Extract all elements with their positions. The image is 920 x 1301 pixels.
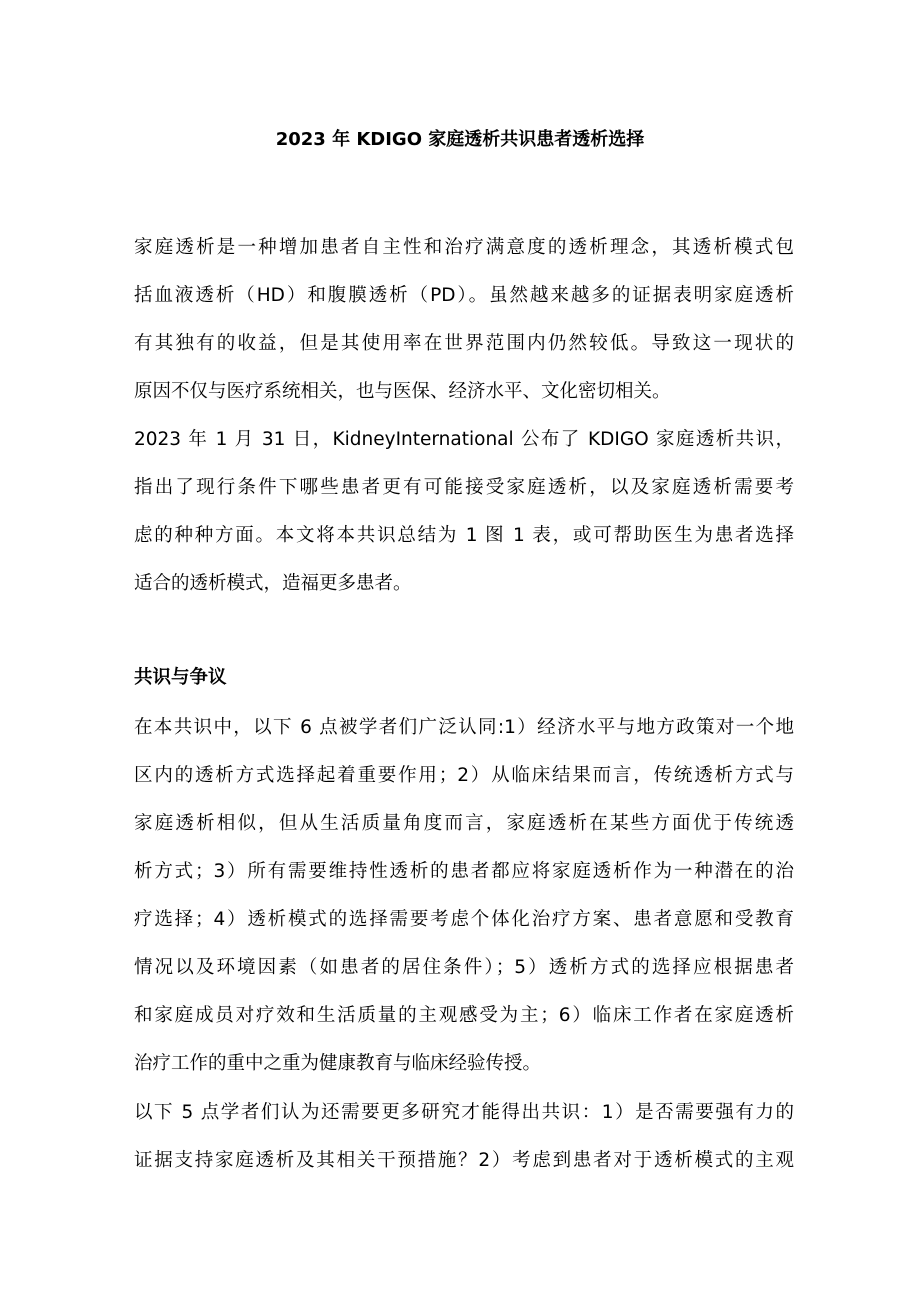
paragraph-line: 适合的透析模式，造福更多患者。 (134, 573, 412, 594)
intro-paragraph-1 (134, 236, 794, 428)
paragraph-line: 2023 年 1 月 31 日，KidneyInternational 公布了 KDIGO 家庭透析共识， (134, 429, 794, 450)
paragraph-line: 治疗工作的重中之重为健康教育与临床经验传授。 (134, 1053, 542, 1074)
consensus-paragraph (134, 716, 794, 1100)
paragraph-line: 以下 5 点学者们认为还需要更多研究才能得出共识：1）是否需要强有力的 (134, 1102, 794, 1123)
paragraph-line: 有其独有的收益，但是其使用率在世界范围内仍然较低。导致这一现状的 (134, 333, 794, 354)
intro-paragraph-2 (134, 428, 794, 620)
paragraph-line: 指出了现行条件下哪些患者更有可能接受家庭透析，以及家庭透析需要考 (134, 477, 794, 498)
paragraph-line: 在本共识中，以下 6 点被学者们广泛认同:1）经济水平与地方政策对一个地 (134, 717, 794, 738)
paragraph-line: 疗选择；4）透析模式的选择需要考虑个体化治疗方案、患者意愿和受教育 (134, 909, 794, 930)
paragraph-line: 和家庭成员对疗效和生活质量的主观感受为主；6）临床工作者在家庭透析 (134, 1005, 794, 1026)
controversy-paragraph (134, 1101, 794, 1197)
paragraph-line: 家庭透析相似，但从生活质量角度而言，家庭透析在某些方面优于传统透 (134, 813, 794, 834)
paragraph-line: 括血液透析（HD）和腹膜透析（PD）。虽然越来越多的证据表明家庭透析 (134, 285, 794, 306)
paragraph-line: 情况以及环境因素（如患者的居住条件）；5）透析方式的选择应根据患者 (134, 957, 794, 978)
paragraph-line: 虑的种种方面。本文将本共识总结为 1 图 1 表，或可帮助医生为患者选择 (134, 525, 794, 546)
section-heading: 共识与争议 (134, 667, 227, 688)
paragraph-line: 区内的透析方式选择起着重要作用；2）从临床结果而言，传统透析方式与 (134, 765, 794, 786)
paragraph-line: 析方式；3）所有需要维持性透析的患者都应将家庭透析作为一种潜在的治 (134, 861, 794, 882)
paragraph-line: 证据支持家庭透析及其相关干预措施？2）考虑到患者对于透析模式的主观 (134, 1150, 794, 1171)
paragraph-line: 家庭透析是一种增加患者自主性和治疗满意度的透析理念，其透析模式包 (134, 237, 794, 258)
document-title: 2023 年 KDIGO 家庭透析共识患者透析选择 (275, 129, 645, 150)
paragraph-line: 原因不仅与医疗系统相关，也与医保、经济水平、文化密切相关。 (134, 381, 671, 402)
